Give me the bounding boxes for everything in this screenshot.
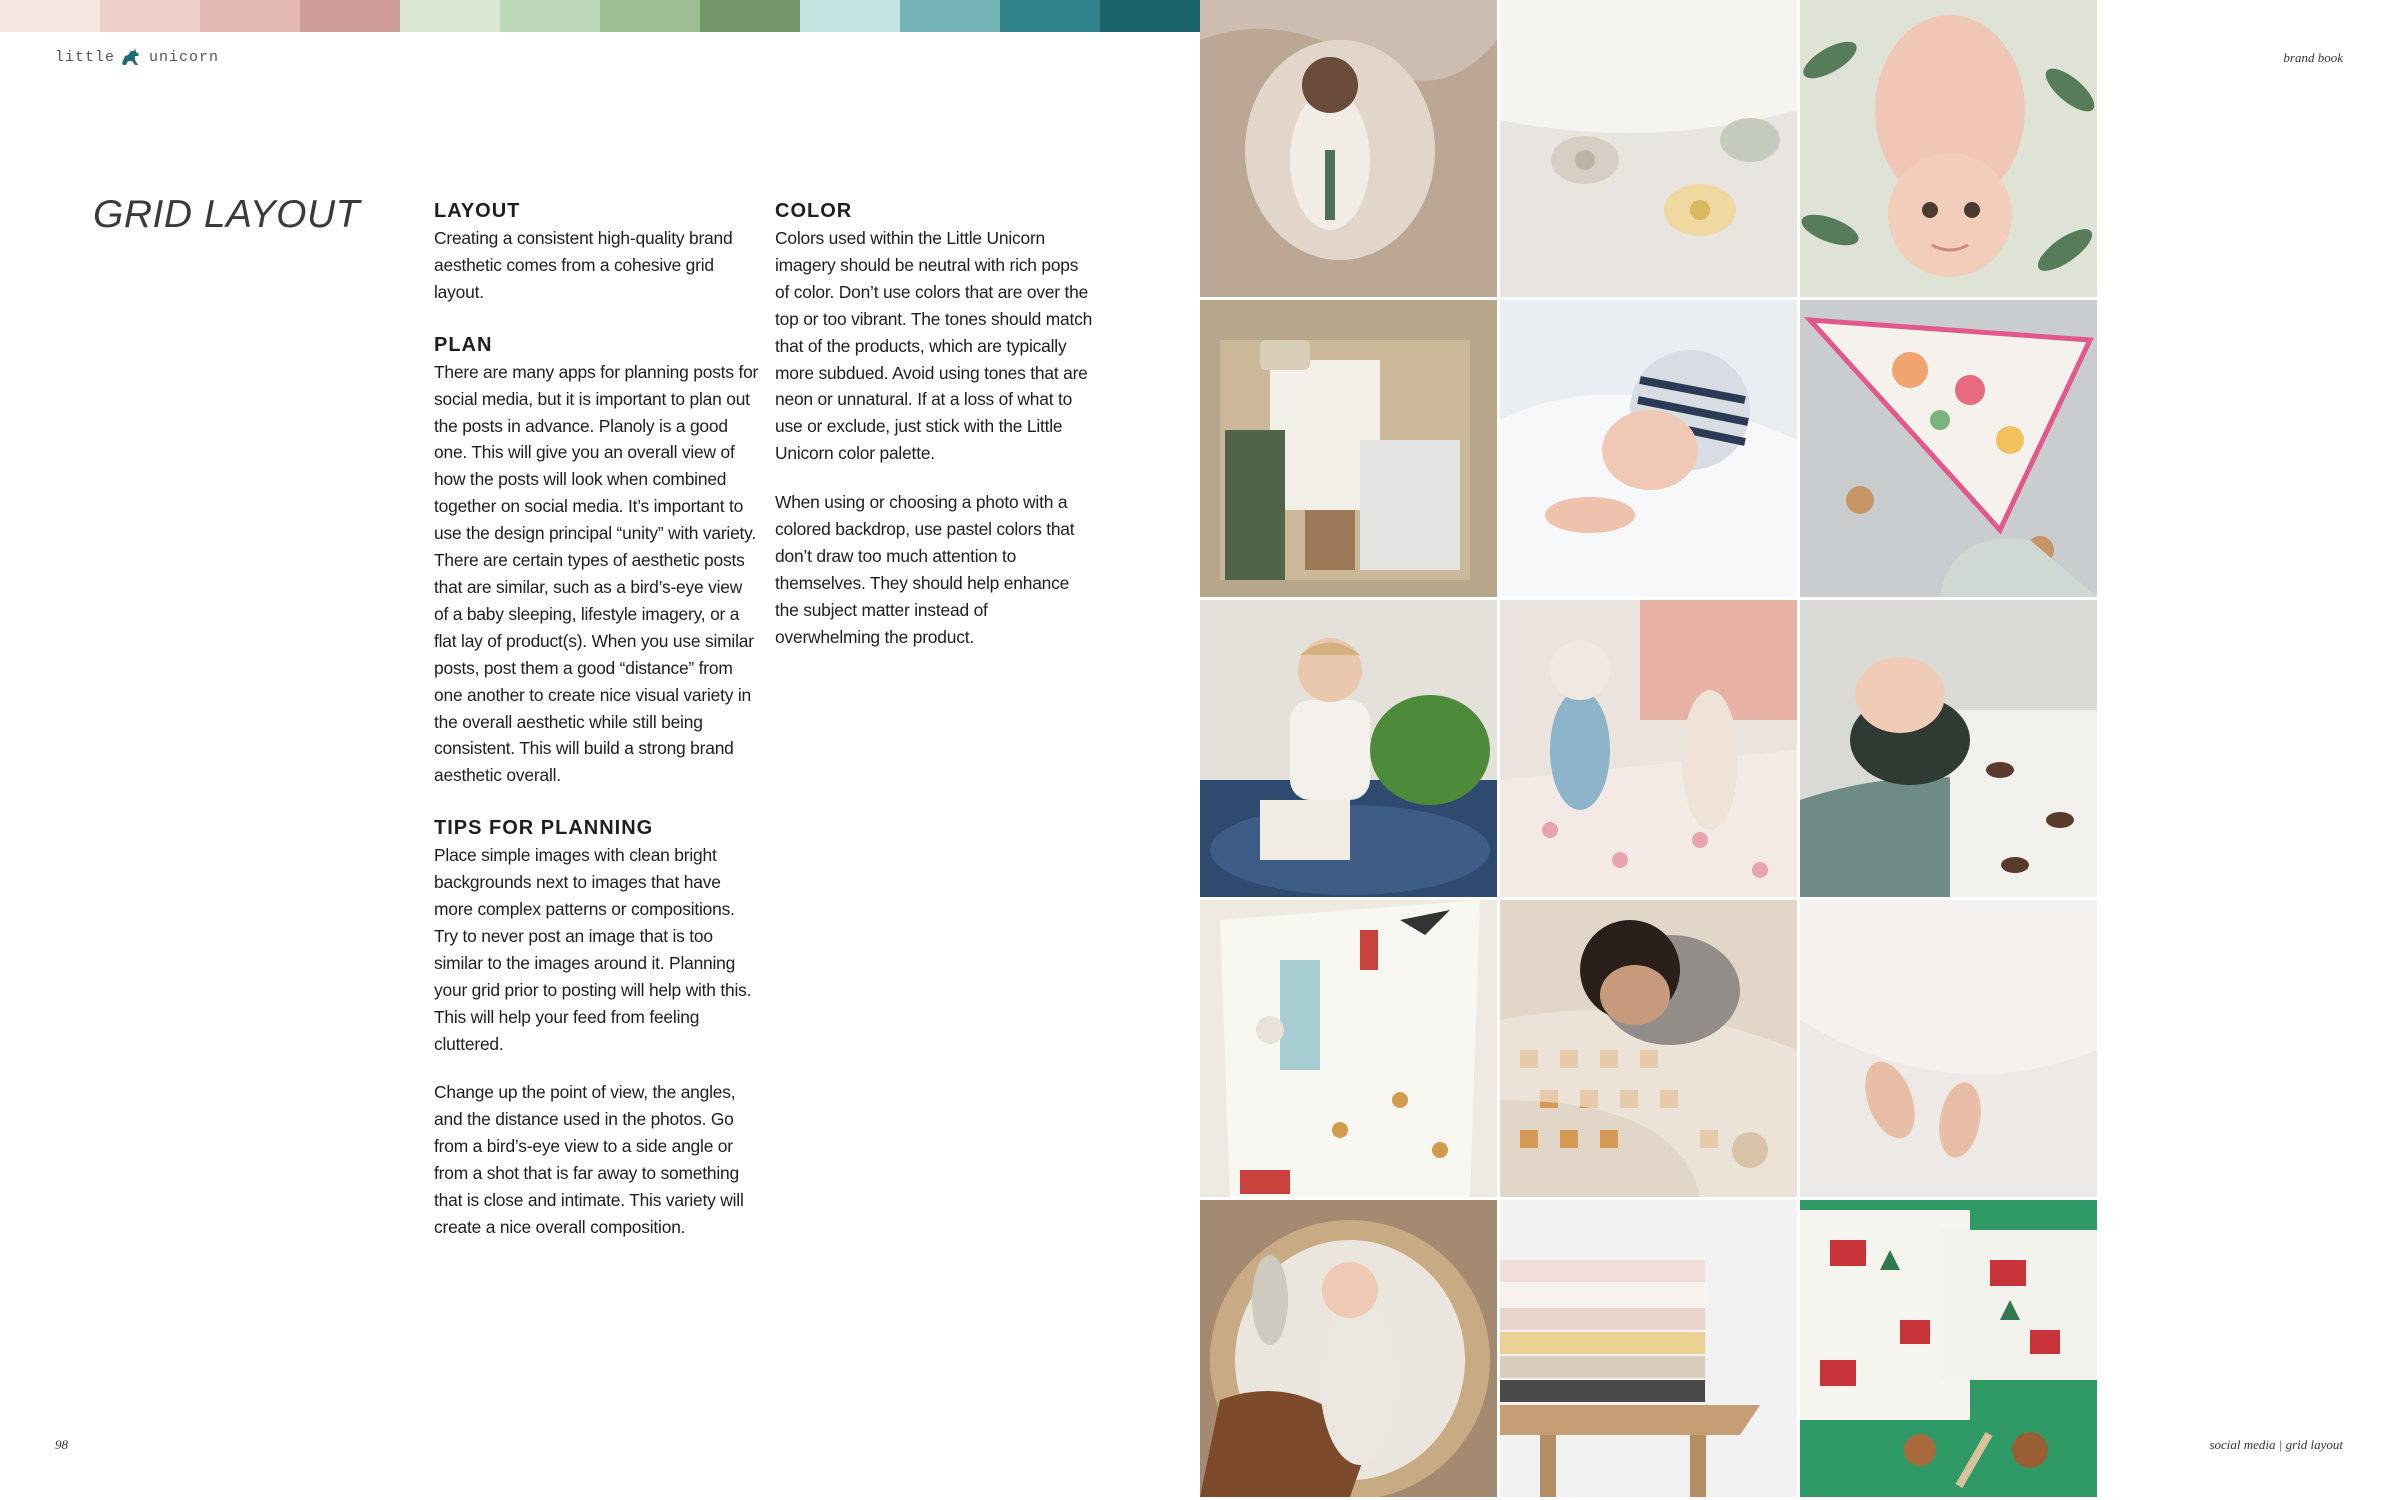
baby-in-rattan-basket-photo xyxy=(1200,1200,1497,1497)
floral-bib-cookies-photo xyxy=(1800,300,2097,597)
london-print-blanket-photo xyxy=(1200,900,1497,1197)
baby-gingham-blanket-photo xyxy=(1500,900,1797,1197)
text-column-right xyxy=(775,200,1095,679)
plan-section xyxy=(434,334,759,790)
footer-section-label: social media | grid layout xyxy=(2209,1437,2343,1452)
page-number: 98 xyxy=(55,1437,68,1452)
color-body-2: When using or choosing a photo with a colored backdrop, use pastel colors that don’t draw too much attention to themselves. They should help enhance the subject matter instead of overwhelming the product. xyxy=(775,492,1075,647)
palette-swatch-9 xyxy=(800,0,900,32)
color-palette-strip xyxy=(0,0,1200,32)
tips-body-2: Change up the point of view, the angles, and the distance used in the photos. Go from a bird’s-eye view to a side angle or from a shot that is far away to something that is close and intimate. This variety will create a nice overall composition. xyxy=(434,1082,744,1237)
baby-sleeping-muslin-photo xyxy=(1200,0,1497,297)
pacifiers-photo xyxy=(1500,0,1797,297)
page-title: GRID LAYOUT xyxy=(93,193,360,236)
plan-heading: PLAN xyxy=(434,333,493,356)
palette-swatch-8 xyxy=(700,0,800,32)
brand-logo xyxy=(55,46,219,68)
toddler-reading-photo xyxy=(1200,600,1497,897)
baby-on-leaf-blanket-photo xyxy=(1800,0,2097,297)
baby-items-basket-photo xyxy=(1200,300,1497,597)
color-heading: COLOR xyxy=(775,200,853,222)
baby-feet-tulle-photo xyxy=(1800,900,2097,1197)
palette-swatch-11 xyxy=(1000,0,1100,32)
palette-swatch-5 xyxy=(400,0,500,32)
palette-swatch-12 xyxy=(1100,0,1200,32)
brand-book-label: brand book xyxy=(2283,50,2343,65)
palette-swatch-1 xyxy=(0,0,100,32)
tips-body-1: Place simple images with clean bright backgrounds next to images that have more complex patterns or compositions. Try to never post an image that is too similar to the images around it. Planning your grid prior to posting will help with this. This will help your feed from feeling cluttered. xyxy=(434,845,752,1054)
logo-text-left: little xyxy=(55,48,116,66)
tips-heading: TIPS FOR PLANNING xyxy=(434,817,654,840)
newborn-striped-hat-photo xyxy=(1500,300,1797,597)
holiday-print-flatlay-photo xyxy=(1800,1200,2097,1497)
photo-grid xyxy=(1200,0,2100,1500)
palette-swatch-10 xyxy=(900,0,1000,32)
layout-section xyxy=(434,200,759,306)
plan-body: There are many apps for planning posts for social media, but it is important to plan out the posts in advance. Planoly is a good one. This will give you an overall view of how the posts will look when combined together on social media. It’s important to use the design principal “unity” with variety. There are certain types of aesthetic posts that are similar, such as a bird’s-eye view of a baby sleeping, lifestyle imagery, or a flat lay of product(s). When you use similar posts, post them a good “distance” from one another to create nice visual variety in the overall aesthetic while still being consistent. This will build a strong brand aesthetic overall. xyxy=(434,361,759,786)
color-section xyxy=(775,200,1095,651)
palette-swatch-4 xyxy=(300,0,400,32)
palette-swatch-7 xyxy=(600,0,700,32)
color-body-1: Colors used within the Little Unicorn imagery should be neutral with rich pops of color. Don’t use colors that are over the top or too vibrant. The tones should match that of the products, which are typically more subdued. Avoid using tones that are neon or unnatural. If at a loss of what to use or exclude, just stick with the Little Unicorn color palette. xyxy=(775,228,1093,464)
baby-sleeping-animal-blanket-photo xyxy=(1800,600,2097,897)
layout-heading: LAYOUT xyxy=(434,200,521,222)
palette-swatch-2 xyxy=(100,0,200,32)
tips-section xyxy=(434,817,759,1241)
layout-body: Creating a consistent high-quality brand aesthetic comes from a cohesive grid layout. xyxy=(434,228,733,302)
text-column-left xyxy=(434,200,759,1269)
palette-swatch-6 xyxy=(500,0,600,32)
folded-blankets-stool-photo xyxy=(1500,1200,1797,1497)
palette-swatch-3 xyxy=(200,0,300,32)
logo-text-right: unicorn xyxy=(149,48,220,66)
unicorn-icon xyxy=(119,46,145,68)
kids-with-dolls-photo xyxy=(1500,600,1797,897)
